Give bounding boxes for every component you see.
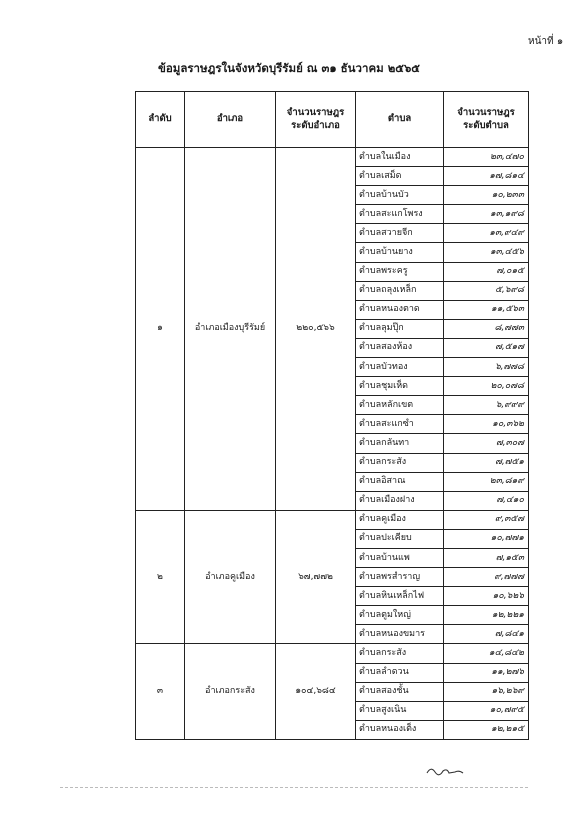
tambon-name: ตำบลสวายจีก [356,224,444,243]
tambon-population: ๑๐,๖๒๖ [444,587,529,606]
tambon-population: ๒๐,๐๗๘ [444,377,529,396]
tambon-name: ตำบลในเมือง [356,148,444,167]
tambon-population: ๘,๗๗๓ [444,319,529,338]
district-population: ๖๗,๗๗๒ [276,510,356,644]
tambon-population: ๑๖,๒๖๙ [444,682,529,701]
tambon-name: ตำบลสะแกโพรง [356,205,444,224]
tambon-population: ๗,๔๑๐ [444,491,529,510]
tambon-population: ๙,๗๗๗ [444,568,529,587]
district-order: ๒ [136,510,185,644]
tambon-population: ๑๔,๘๔๒ [444,644,529,663]
table-row [136,644,529,663]
tambon-name: ตำบลอิสาณ [356,472,444,491]
page-number: หน้าที่ ๑ [528,36,564,47]
table-row [136,510,529,529]
tambon-name: ตำบลชุมเห็ด [356,377,444,396]
header-tambon: ตำบล [356,92,444,148]
tambon-population: ๖,๙๙๙ [444,396,529,415]
tambon-population: ๕,๖๙๘ [444,281,529,300]
tambon-name: ตำบลพรสำราญ [356,568,444,587]
tambon-name: ตำบลหินเหล็กไฟ [356,587,444,606]
tambon-population: ๒๓,๘๑๙ [444,472,529,491]
tambon-name: ตำบลสองห้อง [356,338,444,357]
tambon-name: ตำบลหลักเขต [356,396,444,415]
tambon-population: ๑๑,๕๖๓ [444,300,529,319]
tambon-name: ตำบลกระสัง [356,644,444,663]
header-district-population: จำนวนราษฎร ระดับอำเภอ [276,92,356,148]
tambon-name: ตำบลบ้านบัว [356,186,444,205]
tambon-population: ๗,๓๐๗ [444,434,529,453]
tambon-name: ตำบลสองชั้น [356,682,444,701]
tambon-population: ๗,๕๑๗ [444,338,529,357]
tambon-name: ตำบลเสม็ด [356,167,444,186]
table-header-row [136,92,529,148]
tambon-name: ตำบลกลันทา [356,434,444,453]
header-district: อำเภอ [185,92,276,148]
district-name: อำเภอคูเมือง [185,510,276,644]
tambon-population: ๑๒,๒๑๕ [444,720,529,739]
tambon-name: ตำบลบ้านแพ [356,548,444,567]
tambon-population: ๑๐,๗๗๑ [444,529,529,548]
tambon-population: ๗,๐๑๕ [444,262,529,281]
tambon-name: ตำบลสะแกซำ [356,415,444,434]
tambon-name: ตำบลพระครู [356,262,444,281]
tambon-name: ตำบลลุมปุ๊ก [356,319,444,338]
tambon-name: ตำบลหนองเต็ง [356,720,444,739]
tambon-population: ๑๓,๑๙๘ [444,205,529,224]
tambon-name: ตำบลลำดวน [356,663,444,682]
tambon-population: ๑๑,๒๗๖ [444,663,529,682]
tambon-population: ๑๓,๙๔๙ [444,224,529,243]
tambon-population: ๑๐,๗๙๕ [444,701,529,720]
tambon-name: ตำบลปะเคียบ [356,529,444,548]
header-order: ลำดับ [136,92,185,148]
tambon-name: ตำบลหนองตาด [356,300,444,319]
header-tambon-population: จำนวนราษฎร ระดับตำบล [444,92,529,148]
tambon-name: ตำบลสูงเนิน [356,701,444,720]
tambon-name: ตำบลกระสัง [356,453,444,472]
tambon-population: ๑๒,๒๒๑ [444,606,529,625]
tambon-population: ๗,๘๔๑ [444,625,529,644]
footer-divider [60,787,528,788]
district-name: อำเภอเมืองบุรีรัมย์ [185,148,276,511]
district-population: ๑๐๔,๖๘๔ [276,644,356,739]
table-body [136,148,529,740]
document-title: ข้อมูลราษฎรในจังหวัดบุรีรัมย์ ณ ๓๑ ธันวาคม ๒๕๖๕ [157,61,421,75]
tambon-name: ตำบลคูเมือง [356,510,444,529]
tambon-name: ตำบลถลุงเหล็ก [356,281,444,300]
population-table [135,91,529,740]
district-name: อำเภอกระสัง [185,644,276,739]
tambon-name: ตำบลหนองขมาร [356,625,444,644]
tambon-population: ๗,๑๕๓ [444,548,529,567]
district-population: ๒๒๐,๕๖๖ [276,148,356,511]
tambon-population: ๗,๗๕๑ [444,453,529,472]
tambon-population: ๑๓,๔๕๖ [444,243,529,262]
district-order: ๑ [136,148,185,511]
table-row [136,148,529,167]
district-order: ๓ [136,644,185,739]
tambon-name: ตำบลเมืองฝาง [356,491,444,510]
tambon-name: ตำบลบ้านยาง [356,243,444,262]
tambon-population: ๖,๗๗๘ [444,358,529,377]
tambon-population: ๑๐,๒๓๓ [444,186,529,205]
tambon-population: ๑๐,๓๖๒ [444,415,529,434]
tambon-population: ๑๗,๘๑๔ [444,167,529,186]
tambon-population: ๒๓,๔๗๐ [444,148,529,167]
tambon-population: ๙,๓๕๗ [444,510,529,529]
signature-mark [425,764,465,778]
tambon-name: ตำบลตูมใหญ่ [356,606,444,625]
tambon-name: ตำบลบัวทอง [356,358,444,377]
